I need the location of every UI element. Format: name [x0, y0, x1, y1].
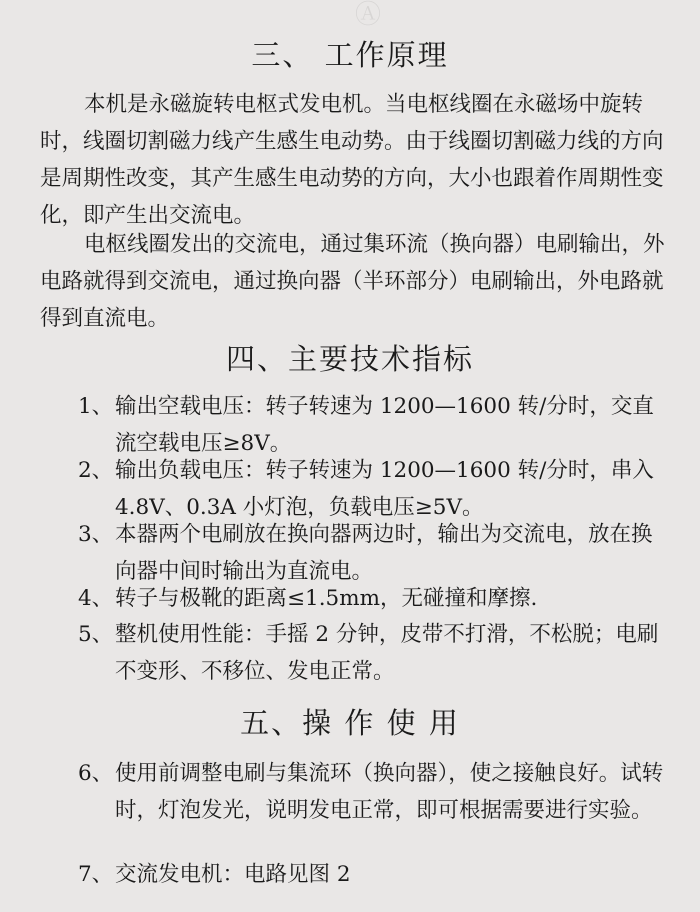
- operation-item-6: [78, 755, 668, 829]
- bleed-through-mark: Ⓐ: [355, 0, 384, 30]
- section-title-specs: 四、主要技术指标: [225, 342, 474, 376]
- spec-item-number: 2、: [78, 458, 114, 483]
- operation-item-7: [78, 856, 668, 893]
- operation-item-text: 使用前调整电刷与集流环（换向器），使之接触良好。试转时，灯泡发光，说明发电正常，即可根据需要进行实验。: [115, 761, 664, 823]
- spec-item-4: [78, 580, 668, 617]
- spec-item-5: [78, 616, 668, 690]
- spec-item-number: 3、: [78, 522, 114, 547]
- operation-item-number: 7、: [78, 862, 114, 887]
- spec-item-number: 5、: [78, 622, 114, 647]
- operation-item-text: 交流发电机：电路见图 2: [115, 862, 351, 887]
- spec-item-1: [78, 388, 668, 462]
- operation-item-number: 6、: [78, 761, 114, 786]
- section-title-working-principle: 三、 工作原理: [251, 38, 449, 72]
- paragraph-principle-1: 本机是永磁旋转电枢式发电机。当电枢线圈在永磁场中旋转时，线圈切割磁力线产生感生电动势。由于线圈切割磁力线的方向是周期性改变，其产生感生电动势的方向，大小也跟着作周期性变化，即产生出交流电。: [40, 92, 664, 228]
- section-title-operation: 五、操 作 使 用: [240, 706, 460, 740]
- spec-item-text: 输出空载电压：转子转速为 1200—1600 转/分时，交直流空载电压≥8V。: [115, 394, 654, 456]
- spec-item-text: 输出负载电压：转子转速为 1200—1600 转/分时，串入 4.8V、0.3A 小灯泡，负载电压≥5V。: [115, 458, 654, 520]
- spec-item-text: 转子与极靴的距离≤1.5mm，无碰撞和摩擦.: [115, 586, 538, 611]
- spec-item-number: 1、: [78, 394, 114, 419]
- spec-item-text: 本器两个电刷放在换向器两边时，输出为交流电，放在换向器中间时输出为直流电。: [115, 522, 653, 584]
- spec-item-3: [78, 516, 668, 590]
- spec-item-number: 4、: [78, 586, 114, 611]
- paragraph-principle-2: 电枢线圈发出的交流电，通过集环流（换向器）电刷输出，外电路就得到交流电，通过换向器（半环部分）电刷输出，外电路就得到直流电。: [40, 232, 665, 331]
- spec-item-text: 整机使用性能：手摇 2 分钟，皮带不打滑，不松脱；电刷不变形、不移位、发电正常。: [115, 622, 659, 684]
- spec-item-2: [78, 452, 668, 526]
